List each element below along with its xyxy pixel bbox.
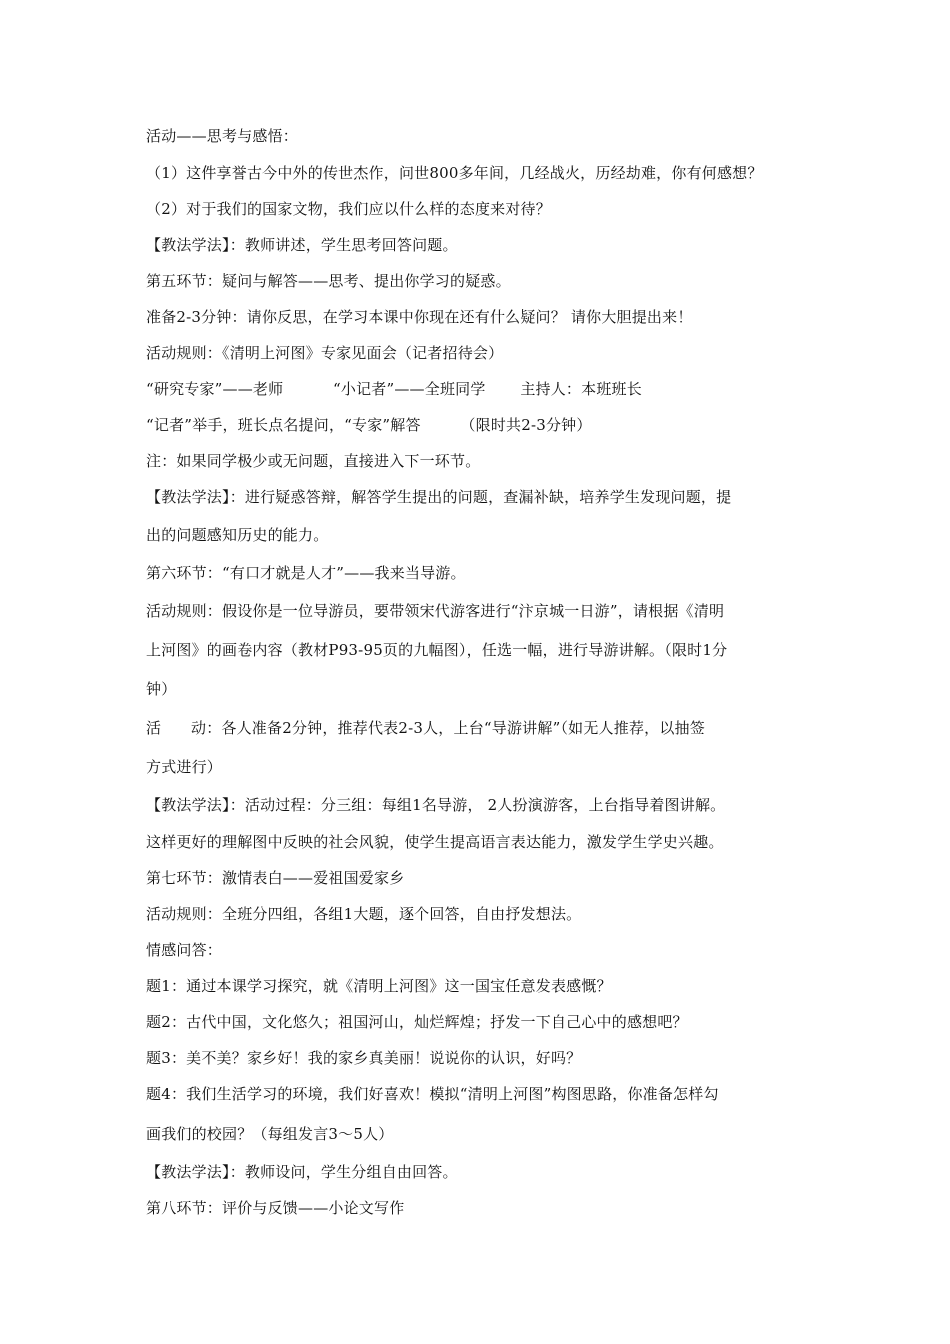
teaching-method-note-4: 【教法学法】：教师设问，学生分组自由回答。 (146, 1163, 458, 1181)
question-1-line: （1）这件享誉古今中外的传世杰作，问世800多年间，几经战火，历经劫难，你有何感想？ (146, 164, 763, 182)
section-five-heading: 第五环节：疑问与解答——思考、提出你学习的疑惑。 (146, 272, 511, 290)
roles-line: “研究专家”——老师 “小记者”——全班同学 主持人：本班班长 (146, 380, 642, 398)
tour-guide-rule-line-2: 上河图》的画卷内容（教材P93-95页的九幅图），任选一幅，进行导游讲解。（限时1分 (146, 641, 728, 659)
topic-3-line: 题3：美不美？家乡好！我的家乡真美丽！说说你的认识，好吗？ (146, 1049, 582, 1067)
tour-guide-rule-line-1: 活动规则：假设你是一位导游员，要带领宋代游客进行“汴京城一日游”，请根据《清明 (146, 602, 725, 620)
question-2-line: （2）对于我们的国家文物，我们应以什么样的态度来对待？ (146, 200, 551, 218)
activity-rule-press-conference: 活动规则：《清明上河图》专家见面会（记者招待会） (146, 344, 504, 362)
topic-1-line: 题1：通过本课学习探究，就《清明上河图》这一国宝任意发表感慨？ (146, 977, 612, 995)
activity-rule-groups: 活动规则：全班分四组，各组1大题，逐个回答，自由抒发想法。 (146, 905, 582, 923)
topic-4-continued: 画我们的校园？（每组发言3～5人） (146, 1125, 394, 1143)
activity-reflection-heading: 活动——思考与感悟： (146, 127, 299, 145)
activity-line-1: 活 动：各人准备2分钟，推荐代表2-3人，上台“导游讲解”（如无人推荐，以抽签 (146, 719, 705, 737)
section-eight-heading: 第八环节：评价与反馈——小论文写作 (146, 1199, 405, 1217)
topic-2-line: 题2：古代中国，文化悠久；祖国河山，灿烂辉煌；抒发一下自己心中的感想吧？ (146, 1013, 688, 1031)
teaching-method-note-2: 【教法学法】：进行疑惑答辩，解答学生提出的问题，查漏补缺，培养学生发现问题，提 (146, 488, 732, 506)
topic-4-line: 题4：我们生活学习的环境，我们好喜欢！模拟“清明上河图”构图思路，你准备怎样勾 (146, 1085, 719, 1103)
procedure-line: “记者”举手，班长点名提问，“专家”解答 （限时共2-3分钟） (146, 416, 592, 434)
teaching-method-note-3: 【教法学法】：活动过程：分三组：每组1名导游， 2人扮演游客，上台指导着图讲解。 (146, 796, 726, 814)
emotion-qa-heading: 情感问答： (146, 941, 223, 959)
teaching-method-note-2-continued: 出的问题感知历史的能力。 (146, 526, 329, 544)
teaching-method-note-1: 【教法学法】：教师讲述，学生思考回答问题。 (146, 236, 458, 254)
note-line: 注：如果同学极少或无问题，直接进入下一环节。 (146, 452, 481, 470)
teaching-method-note-3-continued: 这样更好的理解图中反映的社会风貌，使学生提高语言表达能力，激发学生学史兴趣。 (146, 833, 724, 851)
section-seven-heading: 第七环节：激情表白——爱祖国爱家乡 (146, 869, 405, 887)
activity-line-2: 方式进行） (146, 758, 223, 776)
section-six-heading: 第六环节：“有口才就是人才”——我来当导游。 (146, 564, 466, 582)
tour-guide-rule-line-3: 钟） (146, 680, 177, 698)
preparation-line: 准备2-3分钟：请你反思，在学习本课中你现在还有什么疑问？ 请你大胆提出来！ (146, 308, 693, 326)
